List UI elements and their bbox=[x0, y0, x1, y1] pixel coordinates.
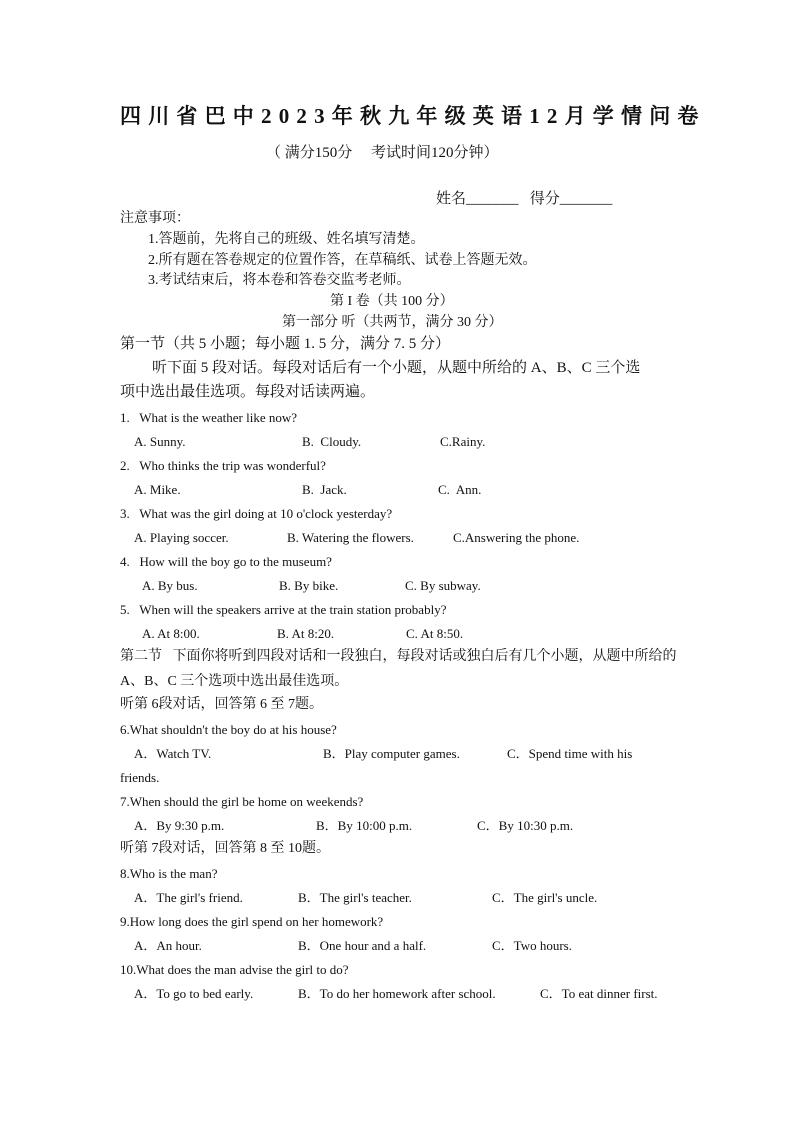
question-text: 2. Who thinks the trip was wonderful? bbox=[120, 458, 326, 473]
question-text: 8.Who is the man? bbox=[120, 866, 218, 881]
question-text: 3. What was the girl doing at 10 o'clock yesterday? bbox=[120, 506, 393, 521]
option-c: C．The girl's uncle. bbox=[492, 890, 598, 905]
option-c: C. At 8:50. bbox=[406, 626, 464, 641]
question-text: 6.What shouldn't the boy do at his house? bbox=[120, 722, 337, 737]
question-text: 9.How long does the girl spend on her homework? bbox=[120, 914, 384, 929]
option-c: C.Answering the phone. bbox=[453, 530, 580, 545]
dialog-instruction: 听第 7段对话，回答第 8 至 10题。 bbox=[120, 841, 330, 856]
name-score-line: 姓名_______ 得分_______ bbox=[436, 191, 613, 207]
question-text: 1. What is the weather like now? bbox=[120, 410, 298, 425]
option-b: B．One hour and a half. bbox=[298, 938, 427, 953]
exam-subtitle: （ 满分150分 考试时间120分钟） bbox=[266, 145, 499, 161]
option-c: C. By subway. bbox=[405, 578, 481, 593]
option-a: A．An hour. bbox=[134, 938, 202, 953]
section2-heading: A、B、C 三个选项中选出最佳选项。 bbox=[120, 674, 349, 689]
option-b: B. Watering the flowers. bbox=[287, 530, 414, 545]
section2-heading: 第二节 下面你将听到四段对话和一段独白，每段对话或独白后有几个小题，从题中所给的 bbox=[120, 649, 677, 664]
option-a: A．The girl's friend. bbox=[134, 890, 243, 905]
section1-heading: 第一节（共 5 小题；每小题 1. 5 分，满分 7. 5 分） bbox=[120, 336, 451, 352]
option-b: B．The girl's teacher. bbox=[298, 890, 412, 905]
option-a: A．Watch TV. bbox=[134, 746, 212, 761]
option-b: B. At 8:20. bbox=[277, 626, 335, 641]
volume-heading: 第 I 卷（共 100 分） bbox=[330, 294, 454, 309]
option-a: A. By bus. bbox=[142, 578, 198, 593]
option-b: B．By 10:00 p.m. bbox=[316, 818, 413, 833]
question-text: 10.What does the man advise the girl to do? bbox=[120, 962, 349, 977]
option-c: C．By 10:30 p.m. bbox=[477, 818, 574, 833]
option-c: C．Two hours. bbox=[492, 938, 572, 953]
section1-instruction: 听下面 5 段对话。每段对话后有一个小题，从题中所给的 A、B、C 三个选 bbox=[152, 360, 641, 376]
option-b: B. Jack. bbox=[302, 482, 347, 497]
option-a: A. At 8:00. bbox=[142, 626, 200, 641]
question-text: 4. How will the boy go to the museum? bbox=[120, 554, 332, 569]
notice-item: 3.考试结束后，将本卷和答卷交监考老师。 bbox=[148, 273, 411, 288]
option-c: C.Rainy. bbox=[440, 434, 486, 449]
option-b: B．To do her homework after school. bbox=[298, 986, 496, 1001]
option-a: A．To go to bed early. bbox=[134, 986, 254, 1001]
option-c-continued: friends. bbox=[120, 770, 160, 785]
notice-item: 2.所有题在答卷规定的位置作答，在草稿纸、试卷上答题无效。 bbox=[148, 253, 537, 268]
option-a: A. Sunny. bbox=[134, 434, 186, 449]
option-a: A. Playing soccer. bbox=[134, 530, 229, 545]
section1-instruction: 项中选出最佳选项。每段对话读两遍。 bbox=[120, 384, 376, 400]
option-c: C．Spend time with his bbox=[507, 746, 633, 761]
option-a: A. Mike. bbox=[134, 482, 181, 497]
notice-heading: 注意事项： bbox=[120, 211, 190, 226]
dialog-instruction: 听第 6段对话，回答第 6 至 7题。 bbox=[120, 697, 323, 712]
option-b: B．Play computer games. bbox=[323, 746, 460, 761]
option-c: C. Ann. bbox=[438, 482, 482, 497]
part-heading: 第一部分 听（共两节，满分 30 分） bbox=[282, 315, 503, 330]
option-b: B. Cloudy. bbox=[302, 434, 362, 449]
option-c: C．To eat dinner first. bbox=[540, 986, 658, 1001]
option-b: B. By bike. bbox=[279, 578, 339, 593]
question-text: 5. When will the speakers arrive at the train station probably? bbox=[120, 602, 447, 617]
question-text: 7.When should the girl be home on weekends? bbox=[120, 794, 364, 809]
option-a: A．By 9:30 p.m. bbox=[134, 818, 225, 833]
page-title: 四川省巴中2023年秋九年级英语12月学情问卷 bbox=[120, 104, 706, 128]
notice-item: 1.答题前，先将自己的班级、姓名填写清楚。 bbox=[148, 232, 425, 247]
